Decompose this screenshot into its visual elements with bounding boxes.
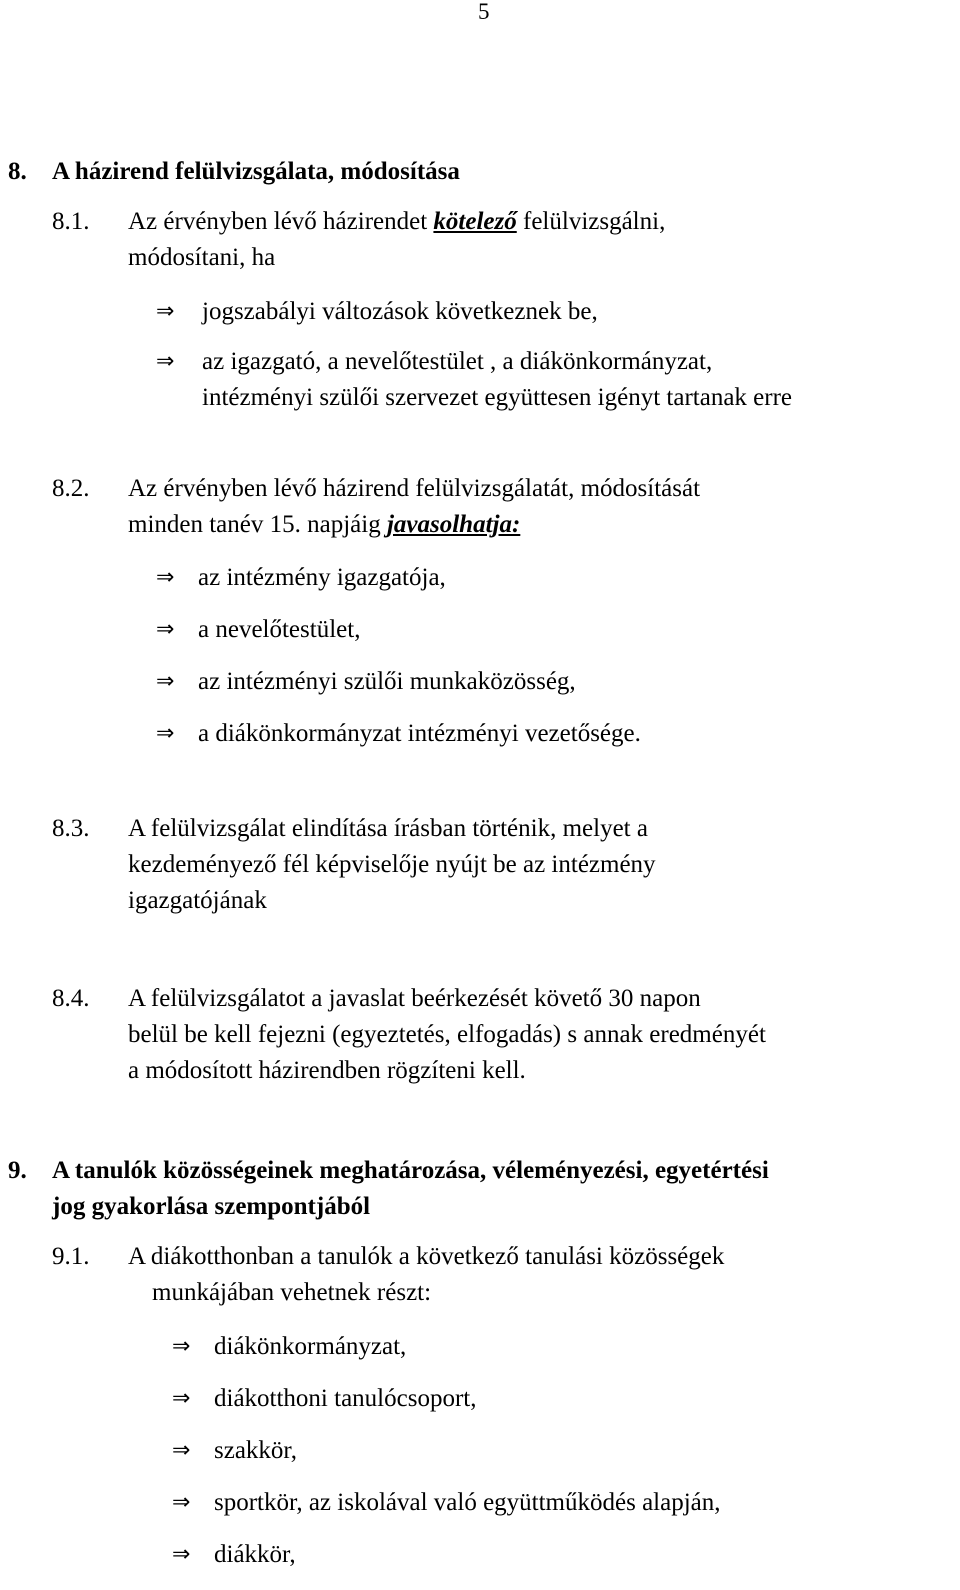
section-8-title: A házirend felülvizsgálata, módosítása [52,158,460,185]
bullet-item: jogszabályi változások következnek be, [202,298,598,325]
bullet-item: a nevelőtestület, [198,616,361,643]
section-9-title-line2: jog gyakorlása szempontjából [52,1193,371,1220]
double-right-arrow-icon: ⇒ [156,617,175,642]
bullet-item-continuation: intézményi szülői szervezet együttesen igényt tartanak erre [202,384,793,411]
emphasis-javasolhatja: javasolhatja: [386,511,521,538]
double-right-arrow-icon: ⇒ [172,1490,191,1515]
paragraph-9-1-line1: A diákotthonban a tanulók a következő tanulási közösségek [128,1243,725,1270]
paragraph-8-1-line1 [128,204,665,239]
section-9-title-line1: A tanulók közösségeinek meghatározása, véleményezési, egyetértési [52,1157,769,1184]
paragraph-8-1-line2: módosítani, ha [128,244,276,271]
paragraph-8-1-text-end: felülvizsgálni, [516,208,666,235]
emphasis-kotelezo: kötelező [433,208,517,235]
paragraph-8-3-line: igazgatójának [128,887,267,914]
paragraph-8-3-line: kezdeményező fél képviselője nyújt be az intézmény [128,851,656,878]
bullet-item: az intézmény igazgatója, [198,564,446,591]
section-8-number: 8. [8,158,27,185]
paragraph-8-3-number: 8.3. [52,815,90,842]
paragraph-8-4-number: 8.4. [52,985,90,1012]
paragraph-8-4-line: A felülvizsgálatot a javaslat beérkezését követő 30 napon [128,985,701,1012]
paragraph-8-1-text: Az érvényben lévő házirendet [128,208,434,235]
bullet-item: az igazgató, a nevelőtestület , a diákönkormányzat, [202,348,713,375]
paragraph-8-2-number: 8.2. [52,475,90,502]
double-right-arrow-icon: ⇒ [172,1386,191,1411]
double-right-arrow-icon: ⇒ [156,669,175,694]
double-right-arrow-icon: ⇒ [156,565,175,590]
bullet-item: diákotthoni tanulócsoport, [214,1385,477,1412]
double-right-arrow-icon: ⇒ [172,1542,191,1567]
paragraph-8-2-line2 [128,507,520,542]
double-right-arrow-icon: ⇒ [156,349,175,374]
paragraph-8-4-line: a módosított házirendben rögzíteni kell. [128,1057,526,1084]
bullet-item: az intézményi szülői munkaközösség, [198,668,576,695]
paragraph-8-1-number: 8.1. [52,208,90,235]
page-number: 5 [478,0,490,24]
double-right-arrow-icon: ⇒ [156,721,175,746]
double-right-arrow-icon: ⇒ [172,1438,191,1463]
bullet-item: szakkör, [214,1437,297,1464]
paragraph-8-2-line1: Az érvényben lévő házirend felülvizsgálatát, módosítását [128,475,701,502]
section-9-number: 9. [8,1157,27,1184]
paragraph-9-1-number: 9.1. [52,1243,90,1270]
bullet-item: a diákönkormányzat intézményi vezetősége. [198,720,641,747]
double-right-arrow-icon: ⇒ [172,1334,191,1359]
double-right-arrow-icon: ⇒ [156,299,175,324]
bullet-item: diákönkormányzat, [214,1333,407,1360]
paragraph-8-2-text: minden tanév 15. napjáig [128,511,387,538]
bullet-item: sportkör, az iskolával való együttműködés alapján, [214,1489,721,1516]
paragraph-8-3-line: A felülvizsgálat elindítása írásban történik, melyet a [128,815,648,842]
paragraph-8-4-line: belül be kell fejezni (egyeztetés, elfogadás) s annak eredményét [128,1021,766,1048]
bullet-item: diákkör, [214,1541,296,1568]
paragraph-9-1-line2: munkájában vehetnek részt: [152,1279,432,1306]
